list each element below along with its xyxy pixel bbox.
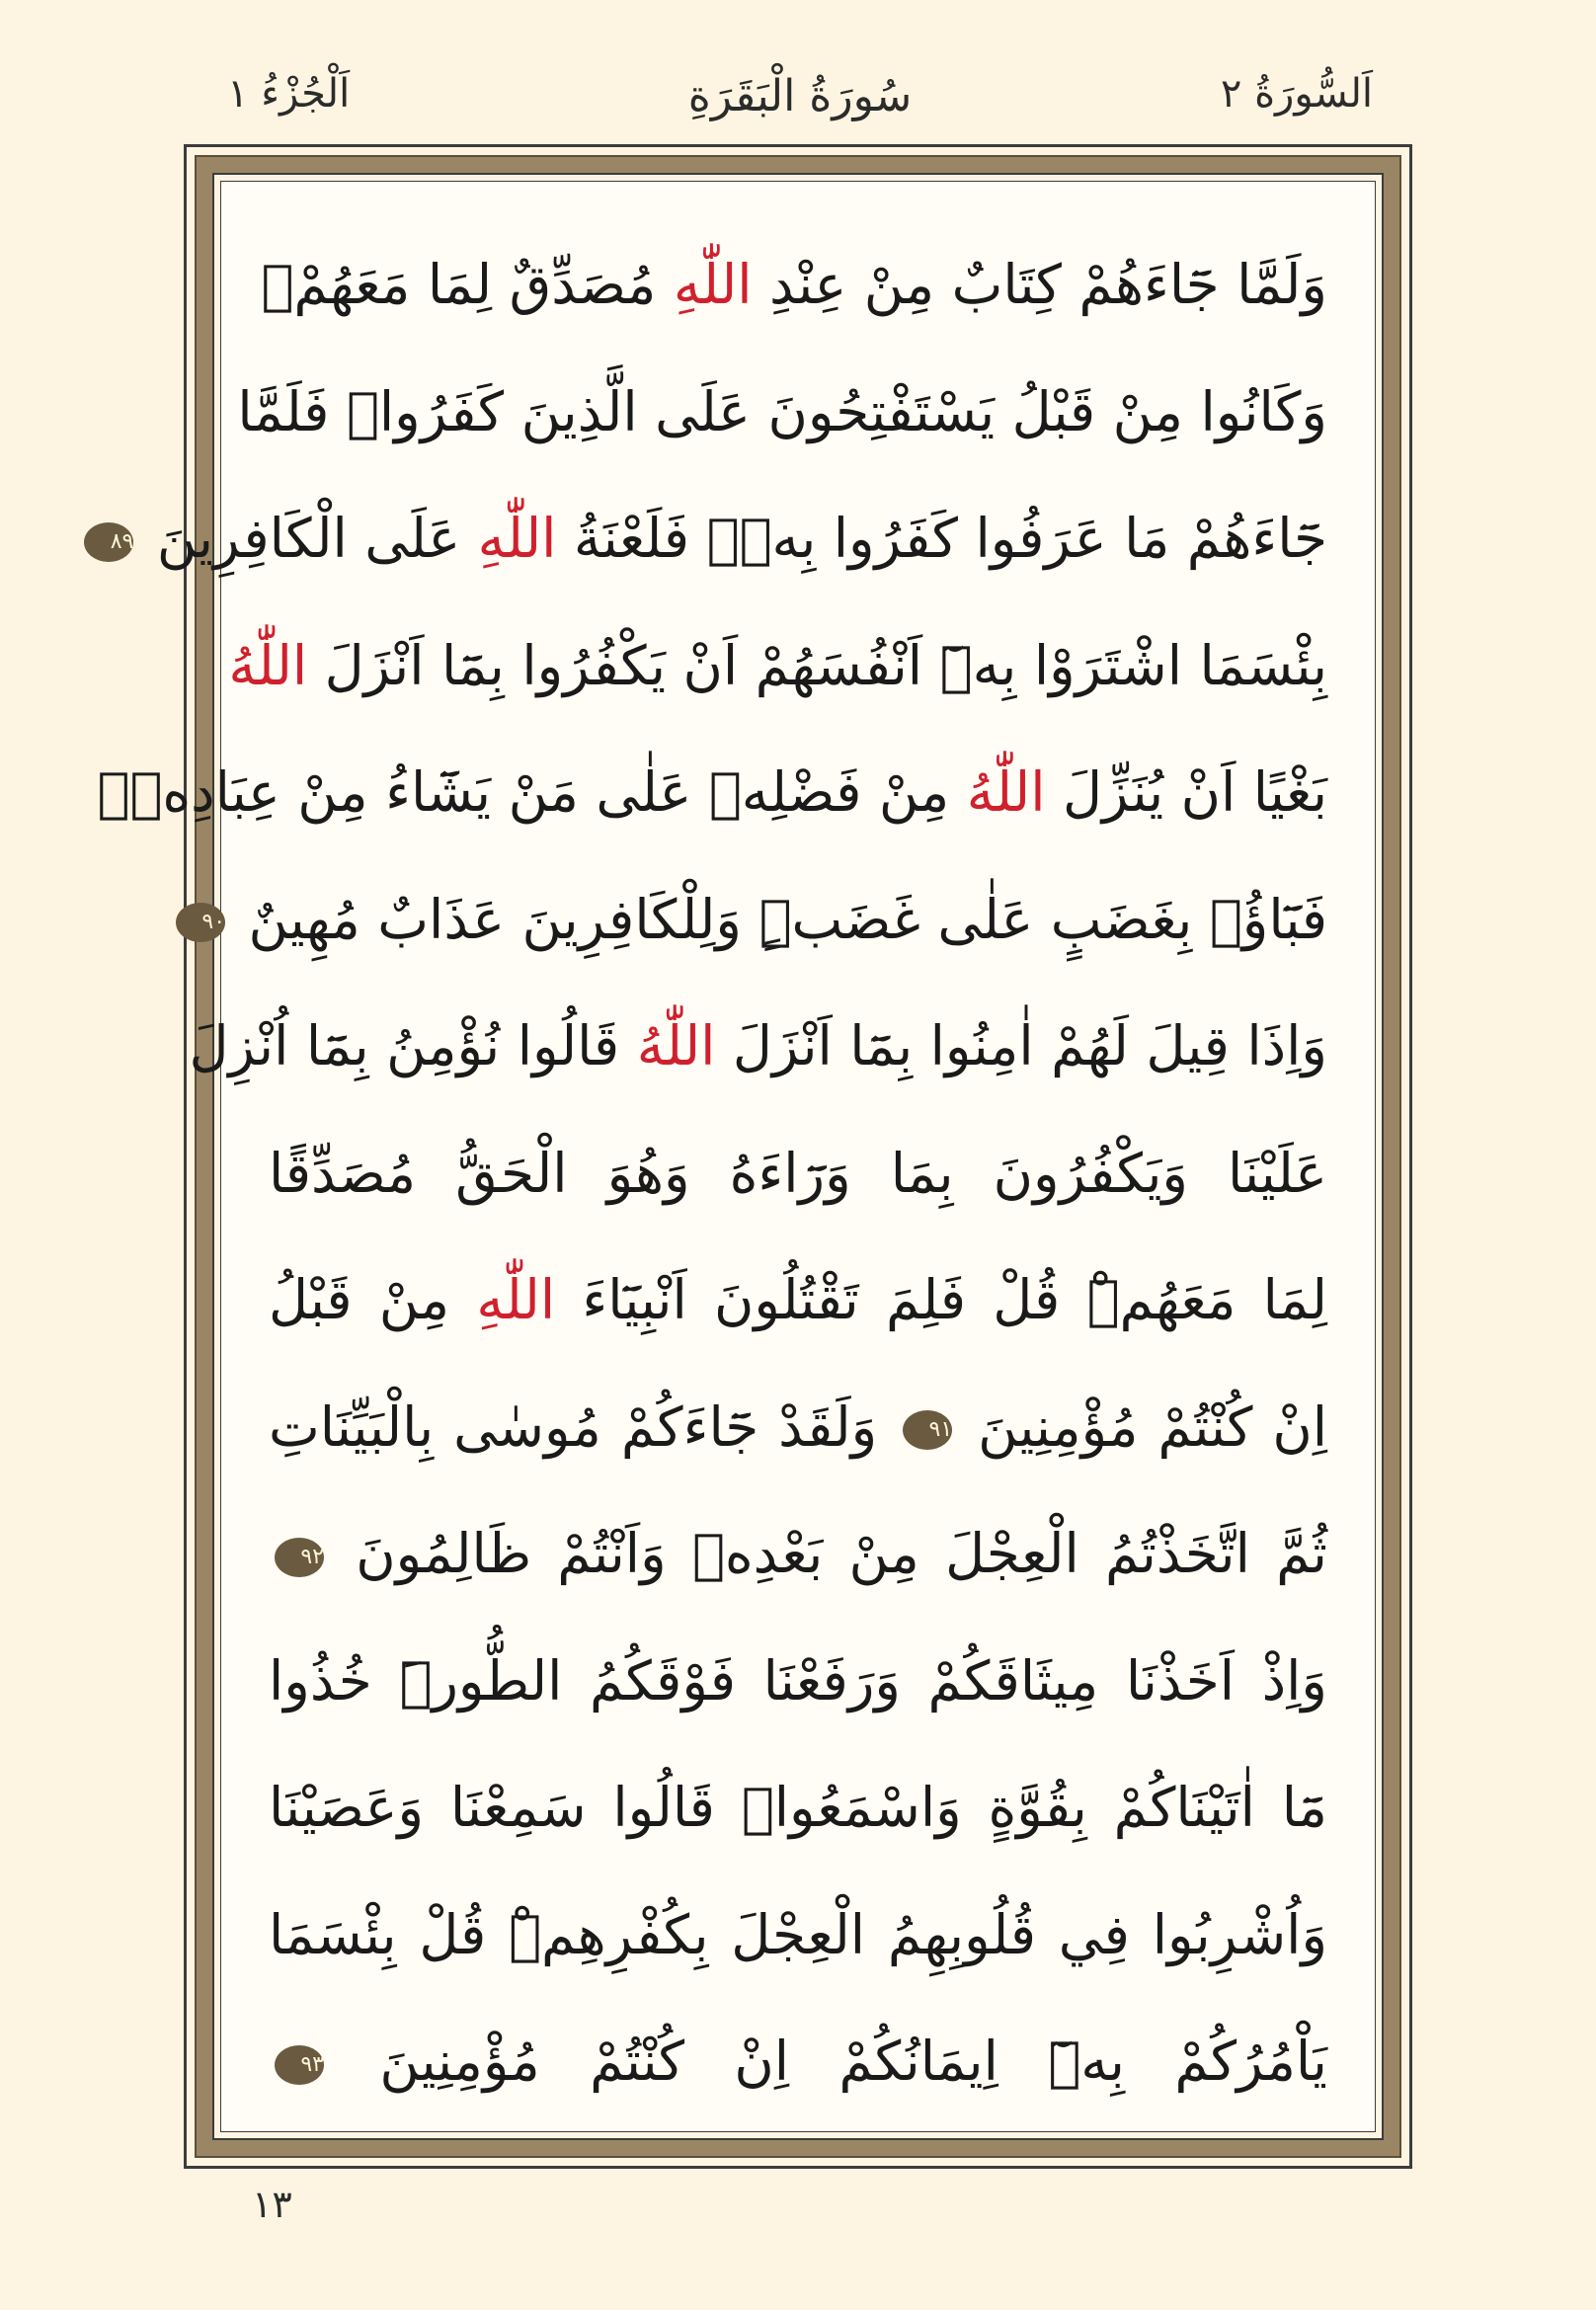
verse-text: وَاُشْرِبُوا فِي قُلُوبِهِمُ الْعِجْلَ بِكُفْرِهِمْۜ قُلْ بِئْسَمَا — [269, 1902, 1327, 1966]
page-frame — [97, 144, 1412, 2169]
divine-name-text: اللّٰهُ — [966, 760, 1046, 824]
verse-line — [269, 1236, 1327, 1364]
verse-line — [269, 1110, 1327, 1237]
surah-name-title: سُورَةُ الْبَقَرَةِ — [687, 71, 913, 121]
divine-name-text: اللّٰهِ — [477, 507, 557, 570]
verse-text: وَاِذَا قِيلَ لَهُمْ اٰمِنُوا بِمَٓا اَنْزَلَ — [715, 1014, 1327, 1077]
frame-border — [97, 155, 1401, 2158]
verse-text: قَالُوا نُؤْمِنُ بِمَٓا اُنْزِلَ — [189, 1014, 637, 1077]
verse-text: وَكَانُوا مِنْ قَبْلُ يَسْتَفْتِحُونَ عَلَى الَّذِينَ كَفَرُواۚ فَلَمَّا — [237, 379, 1327, 443]
ayah-number-marker: ٨٩ — [84, 522, 133, 562]
verse-text: وَلَقَدْ جَٓاءَكُمْ مُوسٰى بِالْبَيِّنَاتِ — [269, 1394, 898, 1459]
ayah-number-marker: ٩١ — [903, 1410, 952, 1450]
verse-line — [97, 729, 1327, 856]
verse-text: وَاِذْ اَخَذْنَا مِيثَاقَكُمْ وَرَفَعْنَا فَوْقَكُمُ الطُّورَۜ خُذُوا — [269, 1648, 1327, 1713]
divine-name-text: اللّٰهُ — [636, 1014, 716, 1077]
divine-name-text: اللّٰهِ — [476, 1268, 556, 1331]
verse-line — [228, 602, 1327, 730]
verse-line — [269, 1364, 1327, 1491]
verse-line — [269, 1744, 1327, 1872]
verse-line — [189, 983, 1327, 1110]
divine-name-text: اللّٰهُ — [228, 633, 308, 697]
verse-text: وَلَمَّا جَٓاءَهُمْ كِتَابٌ مِنْ عِنْدِ — [752, 253, 1327, 316]
verse-line — [237, 349, 1327, 476]
verse-line — [269, 1490, 1327, 1618]
verse-line — [261, 221, 1327, 349]
verse-line — [269, 1872, 1327, 1999]
ayah-number-marker: ٩٣ — [275, 2045, 324, 2085]
divine-name-text: اللّٰهِ — [673, 253, 753, 316]
verse-text: عَلَى الْكَافِرِينَ — [139, 507, 478, 570]
verse-text: ثُمَّ اتَّخَذْتُمُ الْعِجْلَ مِنْ بَعْدِهٖ وَاَنْتُمْ ظَالِمُونَ — [330, 1522, 1327, 1585]
verse-line — [269, 1618, 1327, 1745]
verse-text: مَٓا اٰتَيْنَاكُمْ بِقُوَّةٍ وَاسْمَعُواۜ قَالُوا سَمِعْنَا وَعَصَيْنَا — [269, 1776, 1327, 1839]
verse-text: جَٓاءَهُمْ مَا عَرَفُوا كَفَرُوا بِهٖۘ فَلَعْنَةُ — [556, 507, 1327, 570]
verse-text: مِنْ قَبْلُ — [269, 1268, 477, 1331]
verse-text: اِنْ كُنْتُمْ مُؤْمِنِينَ — [958, 1394, 1328, 1459]
ayah-number-marker: ٩٠ — [176, 903, 225, 942]
verse-line — [201, 856, 1327, 984]
surah-number-label: اَلسُّورَةُ ٢ — [1220, 71, 1373, 117]
verse-text: يَاْمُرُكُمْ بِهٖٓ اِيمَانُكُمْ اِنْ كُنْتُمْ مُؤْمِنِينَ — [330, 2030, 1327, 2093]
verse-text: مُصَدِّقٌ لِمَا مَعَهُمْۙ — [261, 253, 674, 316]
ayah-number-marker: ٩٢ — [275, 1538, 324, 1577]
juz-label: اَلْجُزْءُ ١ — [227, 71, 351, 117]
verse-text: بِئْسَمَا اشْتَرَوْا بِهٖٓ اَنْفُسَهُمْ اَنْ يَكْفُرُوا بِمَٓا اَنْزَلَ — [307, 633, 1327, 697]
verse-text: عَلَيْنَا وَيَكْفُرُونَ بِمَا وَرَٓاءَهُ وَهُوَ الْحَقُّ مُصَدِّقًا — [269, 1141, 1327, 1205]
verse-text: فَبَٓاؤُ۫ بِغَضَبٍ عَلٰى غَضَبٍۜ وَلِلْكَافِرِينَ عَذَابٌ مُهِينٌ — [231, 887, 1327, 951]
verse-text: مِنْ فَضْلِهٖ عَلٰى مَنْ يَشَٓاءُ مِنْ عِبَادِهٖۚ — [97, 760, 967, 824]
verse-text-area — [97, 221, 1328, 2093]
verse-text: بَغْيًا اَنْ يُنَزِّلَ — [1045, 760, 1327, 824]
verse-text: لِمَا مَعَهُمْۜ قُلْ فَلِمَ تَقْتُلُونَ اَنْبِيَٓاءَ — [555, 1268, 1327, 1331]
verse-line — [269, 1998, 1327, 2125]
page-number: ١٣ — [252, 2183, 292, 2226]
page-header — [227, 71, 1373, 140]
verse-line — [110, 475, 1327, 602]
